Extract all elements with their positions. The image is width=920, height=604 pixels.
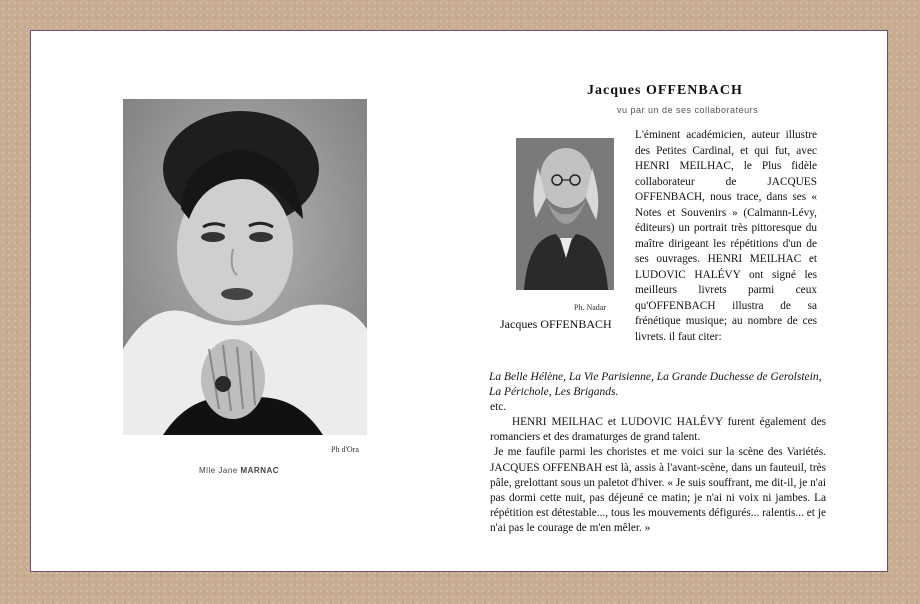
article-subtitle: vu par un de ses collaborateurs [617,105,759,115]
article-title: Jacques OFFENBACH [587,83,743,98]
paragraph-3: Je me faufile parmi les choristes et me voici sur la scène des Variétés. JACQUES OFFENBAH est là, assis à l'avant-scène, dans un fauteuil, très pâle, grelottant sous un paletot d'hiver. « Je suis souffrant, me dit-il, je n'ai pas dormi cette nuit, pas déjeuné ce matin; je n'ai ni voix ni jambes. La répétition est détestable..., tous les mouvements défigurés... ralentis... et je n'ai pas le courage de m'en mêler. » [490,446,826,535]
article-body [490,415,826,537]
caption-name: MARNAC [240,466,280,475]
magazine-spread [30,30,888,572]
portrait-photo-offenbach [516,138,614,290]
photo-caption-left [199,466,279,475]
photo-credit-left: Ph d'Ora [331,445,359,454]
operetta-list: La Belle Hélène, La Vie Parisienne, La Grande Duchesse de Gerolstein, La Périchole, Les Brigands. [489,371,822,398]
portrait-photo-jane-marnac [123,99,367,435]
intro-text: L'éminent académicien, auteur illustre des Petites Cardinal, et qui fut, avec HENRI MEILHAC, le Plus fidèle collaborateur de JACQUES OFFENBACH, nous trace, dans ses « Notes et Souvenirs » (Calmann-Lévy, éditeurs) un portrait très pittoresque du maître dirigeant les répétitions d'un de ses ouvrages. HENRI MEILHAC et LUDOVIC HALÉVY ont signé les meilleurs livrets parmi ceux qu'OFFENBACH illustra de sa frénétique musique; au nombre de ces livrets. il faut citer: [635,129,817,343]
paragraph-2: HENRI MEILHAC et LUDOVIC HALÉVY furent également des romanciers et des dramaturges de grand talent. [490,416,826,444]
article-intro-paragraph [635,128,817,345]
caption-prefix: Mlle Jane [199,466,238,475]
photo-caption-right: Jacques OFFENBACH [500,317,612,331]
etc-text: etc. [490,401,507,413]
photo-credit-right: Ph. Nadar [574,303,606,312]
